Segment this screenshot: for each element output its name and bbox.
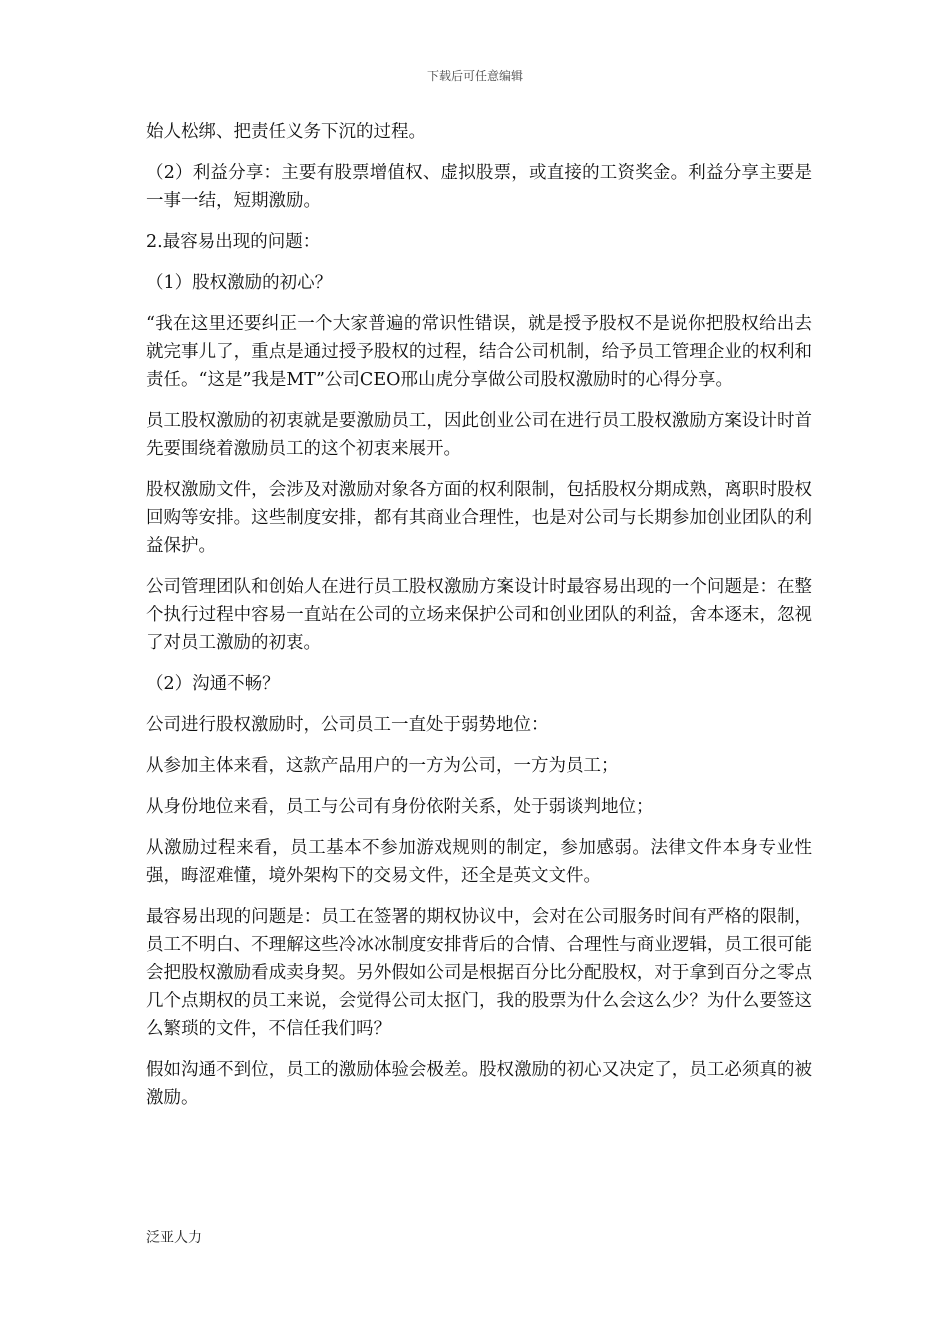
paragraph: 公司进行股权激励时，公司员工一直处于弱势地位： — [146, 715, 549, 735]
paragraph: 员工股权激励的初衷就是要激励员工，因此创业公司在进行员工股权激励方案设计时首先要围绕着激励员工的这个初衷来展开。 — [146, 411, 812, 459]
paragraph: “我在这里还要纠正一个大家普遍的常识性错误，就是授予股权不是说你把股权给出去就完事儿了，重点是通过授予股权的过程，结合公司机制，给予员工管理企业的权利和责任。“这是”我是MT”公司CEO邢山虎分享做公司股权激励时的心得分享。 — [146, 314, 812, 390]
paragraph: 公司管理团队和创始人在进行员工股权激励方案设计时最容易出现的一个问题是：在整个执行过程中容易一直站在公司的立场来保护公司和创业团队的利益，舍本逐末，忽视了对员工激励的初衷。 — [146, 577, 812, 653]
subsection-heading: （1）股权激励的初心？ — [146, 273, 333, 293]
page-header: 下载后可任意编辑 — [426, 69, 523, 83]
paragraph: 从参加主体来看，这款产品用户的一方为公司，一方为员工； — [146, 756, 619, 776]
paragraph: 始人松绑、把责任义务下沉的过程。 — [146, 122, 426, 142]
section-heading: 2.最容易出现的问题： — [146, 232, 321, 252]
paragraph: 股权激励文件，会涉及对激励对象各方面的权利限制，包括股权分期成熟，离职时股权回购等安排。这些制度安排，都有其商业合理性，也是对公司与长期参加创业团队的利益保护。 — [146, 480, 812, 556]
subsection-heading: （2）沟通不畅？ — [146, 674, 280, 694]
paragraph: 假如沟通不到位，员工的激励体验会极差。股权激励的初心又决定了，员工必须真的被激励。 — [146, 1060, 812, 1108]
paragraph: 从身份地位来看，员工与公司有身份依附关系，处于弱谈判地位； — [146, 797, 654, 817]
paragraph: 从激励过程来看，员工基本不参加游戏规则的制定，参加感弱。法律文件本身专业性强，晦涩难懂，境外架构下的交易文件，还全是英文文件。 — [146, 838, 812, 886]
document-body — [146, 118, 812, 1125]
page-footer: 泛亚人力 — [146, 1230, 202, 1246]
paragraph: （2）利益分享：主要有股票增值权、虚拟股票，或直接的工资奖金。利益分享主要是一事一结，短期激励。 — [146, 163, 812, 211]
paragraph: 最容易出现的问题是：员工在签署的期权协议中，会对在公司服务时间有严格的限制，员工不明白、不理解这些冷冰冰制度安排背后的合情、合理性与商业逻辑，员工很可能会把股权激励看成卖身契。另外假如公司是根据百分比分配股权，对于拿到百分之零点几个点期权的员工来说，会觉得公司太抠门，我的股票为什么会这么少？为什么要签这么繁琐的文件，不信任我们吗？ — [146, 907, 812, 1039]
